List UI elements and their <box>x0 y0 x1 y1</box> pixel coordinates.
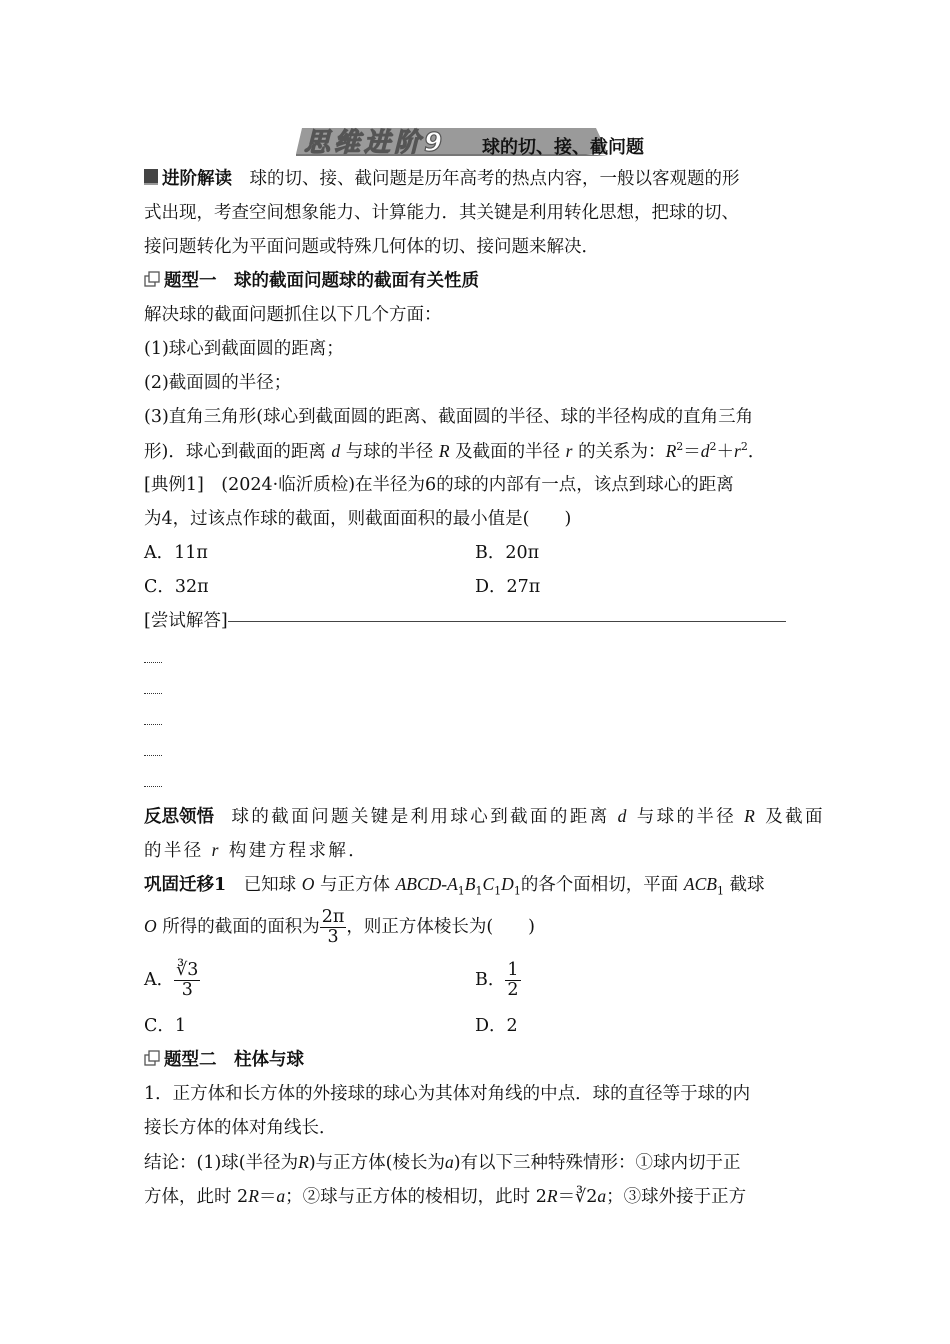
example1-line-1: [典例1] (2024·临沂质检)在半径为6的球的内部有一点，该点到球心的距离 <box>144 475 734 495</box>
answer-line[interactable] <box>228 620 786 622</box>
square-bullet-icon <box>144 169 158 185</box>
consolidation1-label: 巩固迁移1 <box>144 875 227 895</box>
answer-dotted-line-1[interactable] <box>144 638 806 669</box>
type1-lead: 解决球的截面问题抓住以下几个方面： <box>144 305 442 325</box>
intro-line-2: 式出现，考查空间想象能力、计算能力．其关键是利用转化思想，把球的切、 <box>144 203 739 223</box>
option-c: C．32π <box>144 577 209 597</box>
reflection-line-1: 反思领悟 球的截面问题关键是利用球心到截面的距离 d 与球的半径 R 及截面 <box>144 806 825 827</box>
banner-subtitle: 球的切、接、截问题 <box>482 137 644 158</box>
document-body <box>144 118 825 1213</box>
c1-option-b: B． $\frac{1}{2}$ <box>475 959 519 1000</box>
reflection-label: 反思领悟 <box>144 807 214 827</box>
type1-heading: 题型一 球的截面问题球的截面有关性质 <box>144 264 806 298</box>
answer-dotted-line-5[interactable] <box>144 762 806 793</box>
area-fraction: $\frac{2\pi}{3}$ <box>321 906 345 947</box>
banner-label: 思维进阶9 <box>304 128 447 158</box>
type1-point-3b: 形)．球心到截面的距离 d 与球的半径 R 及截面的半径 r 的关系为：$R^2=d^2+r^2$． <box>144 440 766 462</box>
option-d: D．27π <box>475 577 541 597</box>
type1-point-2: (2)截面圆的半径； <box>144 373 292 393</box>
consolidation1-line-1: 巩固迁移1 已知球 O 与正方体 ABCD-$A_1B_1C_1D_1$的各个面相切，平面 $ACB_1$ 截球 <box>144 874 765 898</box>
example1-source: (2024·临沂质检) <box>221 475 356 495</box>
answer-dotted-line-3[interactable] <box>144 700 806 731</box>
option-b: B．20π <box>475 543 540 563</box>
c1-option-a: A． $\frac{∛3}{3}$ <box>144 959 199 1000</box>
section-banner <box>144 118 806 162</box>
formula: $R^2=d^2+r^2$． <box>665 440 766 462</box>
example1-options-row-1 <box>144 536 806 570</box>
type2-para2-line1: 结论：(1)球(半径为R)与正方体(棱长为a)有以下三种特殊情形：①球内切于正 <box>144 1152 741 1173</box>
type2-para1-line2: 接长方体的体对角线长． <box>144 1118 337 1138</box>
c1-option-c: C．1 <box>144 1016 187 1036</box>
reflection-line-2: 的半径 r 构建方程求解． <box>144 840 369 861</box>
answer-label: [尝试解答] <box>144 611 228 631</box>
type2-heading: 题型二 柱体与球 <box>144 1043 806 1077</box>
type2-para1-line1: 1．正方体和长方体的外接球的球心为其体对角线的中点．球的直径等于球的内 <box>144 1084 751 1104</box>
option-a: A．11π <box>144 543 208 563</box>
intro-line-3: 接问题转化为平面问题或特殊几何体的切、接问题来解决． <box>144 237 599 257</box>
answer-area-header <box>144 604 806 638</box>
answer-dotted-line-2[interactable] <box>144 669 806 700</box>
consolidation1-options-row-2 <box>144 1009 806 1043</box>
example1-label: [典例1] <box>144 475 204 495</box>
c1-option-d: D．2 <box>475 1016 518 1036</box>
consolidation1-line-2: O 所得的截面的面积为 $\frac{2\pi}{3}$ ，则正方体棱长为( ) <box>144 906 536 947</box>
type-heading-icon <box>144 271 162 289</box>
intro-tag: 进阶解读 <box>162 169 232 189</box>
intro-line-1: 进阶解读 球的切、接、截问题是历年高考的热点内容，一般以客观题的形 <box>144 162 806 196</box>
example1-options-row-2 <box>144 570 806 604</box>
consolidation1-options-row-1 <box>144 951 806 1009</box>
type2-para2-line2: 方体，此时 2R＝a；②球与正方体的棱相切，此时 2R＝∛2a；③球外接于正方 <box>144 1186 747 1207</box>
type-heading-icon <box>144 1050 162 1068</box>
answer-dotted-line-4[interactable] <box>144 731 806 762</box>
type1-point-1: (1)球心到截面圆的距离； <box>144 339 344 359</box>
example1-line-2: 为4，过该点作球的截面，则截面面积的最小值是( ) <box>144 509 572 529</box>
type1-point-3a: (3)直角三角形(球心到截面圆的距离、截面圆的半径、球的半径构成的直角三角 <box>144 407 754 427</box>
